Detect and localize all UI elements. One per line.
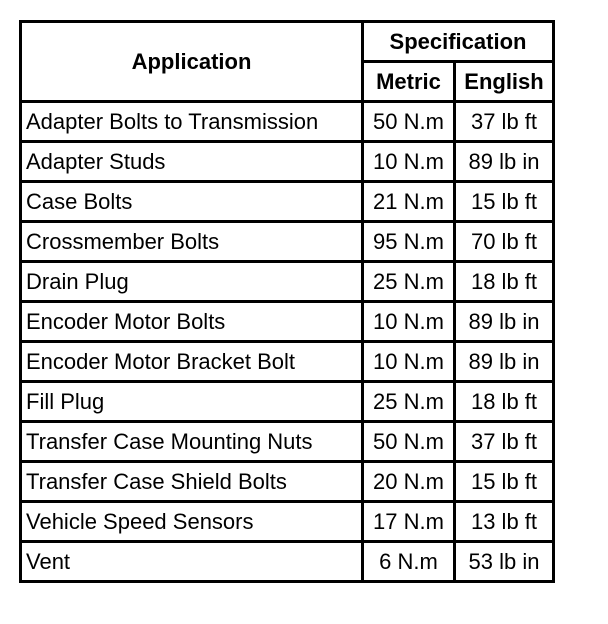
cell-application: Vehicle Speed Sensors xyxy=(21,502,363,542)
cell-english: 13 lb ft xyxy=(455,502,554,542)
cell-english: 37 lb ft xyxy=(455,422,554,462)
table-body xyxy=(21,102,554,582)
cell-english: 18 lb ft xyxy=(455,262,554,302)
table-row xyxy=(21,302,554,342)
cell-english: 37 lb ft xyxy=(455,102,554,142)
cell-metric: 20 N.m xyxy=(363,462,455,502)
table-row xyxy=(21,462,554,502)
header-row-top xyxy=(21,22,554,62)
table-row xyxy=(21,222,554,262)
header-english: English xyxy=(455,62,554,102)
cell-metric: 6 N.m xyxy=(363,542,455,582)
cell-application: Drain Plug xyxy=(21,262,363,302)
header-application: Application xyxy=(21,22,363,102)
cell-english: 15 lb ft xyxy=(455,462,554,502)
cell-metric: 25 N.m xyxy=(363,382,455,422)
header-metric: Metric xyxy=(363,62,455,102)
cell-english: 89 lb in xyxy=(455,342,554,382)
cell-english: 15 lb ft xyxy=(455,182,554,222)
cell-application: Transfer Case Shield Bolts xyxy=(21,462,363,502)
cell-metric: 50 N.m xyxy=(363,422,455,462)
table-row xyxy=(21,422,554,462)
table-row xyxy=(21,262,554,302)
table-row xyxy=(21,182,554,222)
cell-application: Fill Plug xyxy=(21,382,363,422)
cell-application: Transfer Case Mounting Nuts xyxy=(21,422,363,462)
cell-metric: 95 N.m xyxy=(363,222,455,262)
table-header xyxy=(21,22,554,102)
cell-metric: 25 N.m xyxy=(363,262,455,302)
cell-metric: 10 N.m xyxy=(363,302,455,342)
table-row xyxy=(21,342,554,382)
cell-application: Crossmember Bolts xyxy=(21,222,363,262)
cell-metric: 10 N.m xyxy=(363,142,455,182)
torque-spec-table xyxy=(19,20,555,583)
cell-application: Adapter Bolts to Transmission xyxy=(21,102,363,142)
table-row xyxy=(21,142,554,182)
cell-english: 53 lb in xyxy=(455,542,554,582)
cell-application: Adapter Studs xyxy=(21,142,363,182)
cell-application: Vent xyxy=(21,542,363,582)
cell-application: Encoder Motor Bolts xyxy=(21,302,363,342)
cell-metric: 21 N.m xyxy=(363,182,455,222)
cell-metric: 10 N.m xyxy=(363,342,455,382)
table-row xyxy=(21,502,554,542)
cell-english: 89 lb in xyxy=(455,302,554,342)
cell-english: 18 lb ft xyxy=(455,382,554,422)
cell-metric: 50 N.m xyxy=(363,102,455,142)
table-row xyxy=(21,382,554,422)
cell-application: Encoder Motor Bracket Bolt xyxy=(21,342,363,382)
header-specification: Specification xyxy=(363,22,554,62)
cell-english: 89 lb in xyxy=(455,142,554,182)
cell-application: Case Bolts xyxy=(21,182,363,222)
table-row xyxy=(21,542,554,582)
cell-english: 70 lb ft xyxy=(455,222,554,262)
table-row xyxy=(21,102,554,142)
cell-metric: 17 N.m xyxy=(363,502,455,542)
